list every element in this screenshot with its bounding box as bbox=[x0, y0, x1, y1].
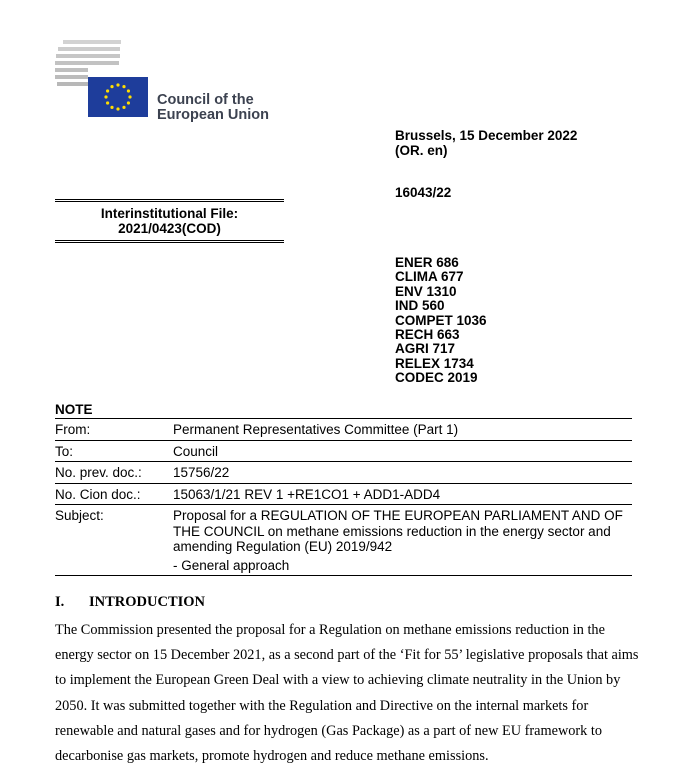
language-tag: (OR. en) bbox=[395, 143, 448, 158]
code-item: AGRI 717 bbox=[395, 341, 456, 357]
table-row bbox=[55, 462, 632, 484]
section-heading bbox=[55, 594, 205, 611]
row-label: From: bbox=[55, 422, 91, 437]
code-item: IND 560 bbox=[395, 298, 445, 314]
row-value: 15063/1/21 REV 1 +RE1CO1 + ADD1-ADD4 bbox=[173, 486, 441, 502]
table-row bbox=[55, 419, 632, 441]
organization-name-line2: European Union bbox=[157, 107, 269, 123]
code-item: CODEC 2019 bbox=[395, 370, 478, 386]
place-date: Brussels, 15 December 2022 bbox=[395, 128, 578, 143]
classification-codes bbox=[395, 256, 487, 386]
code-item: COMPET 1036 bbox=[395, 312, 487, 328]
row-label: No. Cion doc.: bbox=[55, 486, 141, 502]
document-number: 16043/22 bbox=[395, 185, 452, 200]
code-item: RELEX 1734 bbox=[395, 355, 474, 371]
section-title: INTRODUCTION bbox=[89, 594, 206, 610]
organization-name-line1: Council of the bbox=[157, 92, 254, 108]
row-label: Subject: bbox=[55, 508, 104, 523]
subject-value bbox=[173, 505, 632, 575]
subject-note: - General approach bbox=[173, 557, 290, 573]
row-label: To: bbox=[55, 443, 74, 459]
row-value: 15756/22 bbox=[173, 465, 230, 480]
row-value: Council bbox=[173, 443, 219, 459]
subject-text: Proposal for a REGULATION OF THE EUROPEAN PARLIAMENT AND OF THE COUNCIL on methane emissions reduction in the energy sector and amending Regulation (EU) 2019/942 bbox=[173, 508, 623, 554]
code-item: ENER 686 bbox=[395, 255, 459, 270]
note-title: NOTE bbox=[55, 402, 93, 417]
section-number: I. bbox=[55, 594, 65, 610]
interinstitutional-file-number: 2021/0423(COD) bbox=[118, 221, 221, 236]
interinstitutional-file-box bbox=[55, 199, 284, 243]
note-table bbox=[55, 418, 632, 576]
interinstitutional-file-label: Interinstitutional File: bbox=[100, 206, 239, 221]
row-value: Permanent Representatives Committee (Part 1) bbox=[173, 422, 459, 437]
code-item: RECH 663 bbox=[395, 326, 460, 342]
code-item: CLIMA 677 bbox=[395, 269, 464, 285]
place-date-block bbox=[395, 128, 577, 158]
eu-flag-icon bbox=[88, 77, 148, 117]
table-row bbox=[55, 441, 632, 463]
row-label: No. prev. doc.: bbox=[55, 465, 142, 480]
body-paragraph: The Commission presented the proposal for a Regulation on methane emissions reduction in the energy sector on 15 December 2021, as a second part of the ‘Fit for 55’ legislative proposals that aims to implement the European Green Deal with a view to achieving climate neutrality in the Union by 2050. It was submitted together with the Regulation and Directive on the internal markets for renewable and natural gases and for hydrogen (Gas Package) as a part of new EU framework to decarbonise gas markets, promote hydrogen and reduce methane emissions. bbox=[55, 622, 639, 765]
table-row-subject bbox=[55, 505, 632, 576]
table-row bbox=[55, 484, 632, 506]
code-item: ENV 1310 bbox=[395, 283, 457, 299]
organization-name bbox=[157, 93, 269, 123]
